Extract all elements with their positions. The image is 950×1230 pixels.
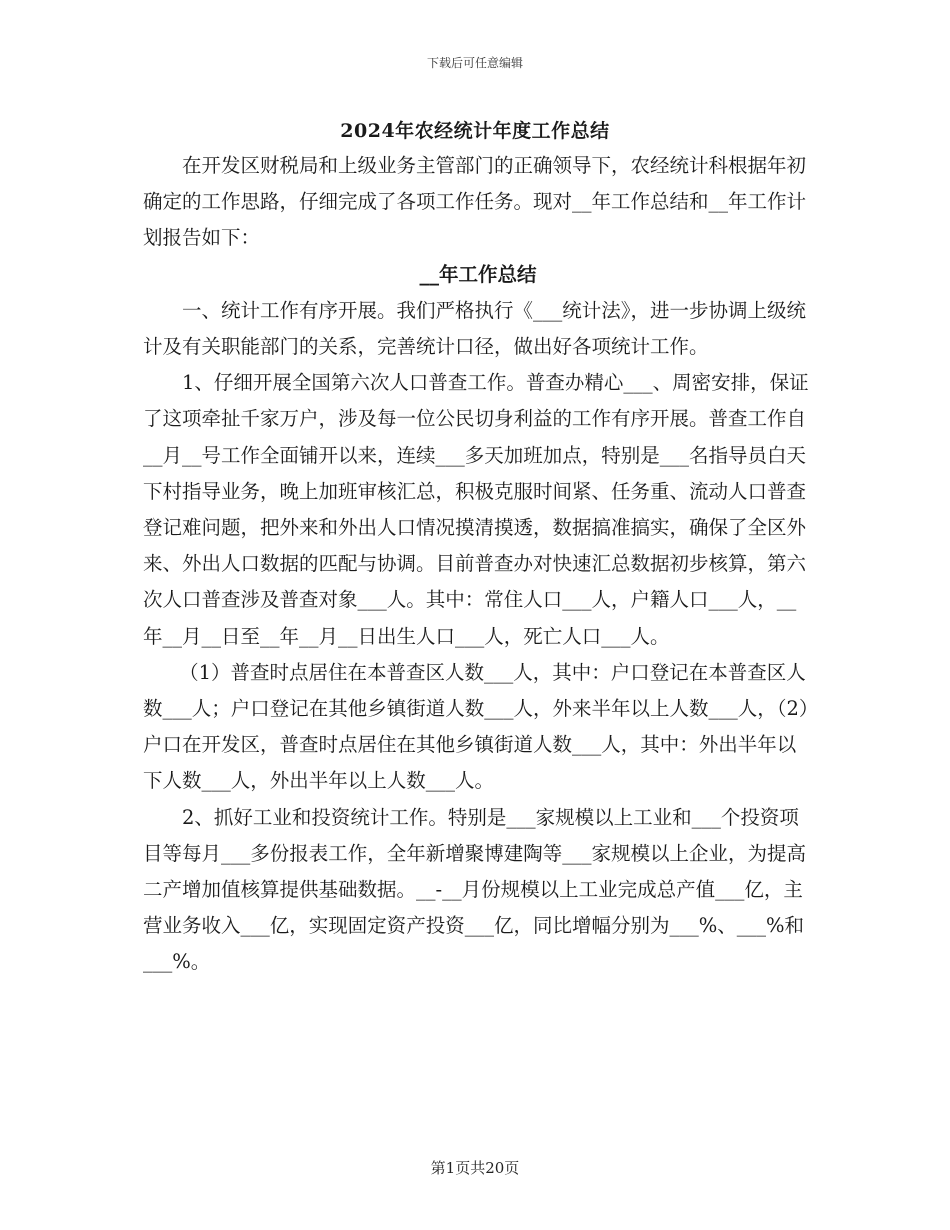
paragraph-industry-investment: 2、抓好工业和投资统计工作。特别是___家规模以上工业和___个投资项目等每月___多份报表工作，全年新增聚博建陶等___家规模以上企业，为提高二产增加值核算提供基础数据。__-__月份规模以上工业完成总产值___亿，主营业务收入___亿，实现固定资产投资___亿，同比增幅分别为___%、___%和___%。 (143, 805, 807, 974)
paragraph-census-details: （1）普查时点居住在本普查区人数___人，其中：户口登记在本普查区人数___人；户口登记在其他乡镇街道人数___人，外来半年以上人数___人，（2）户口在开发区，普查时点居住在其他乡镇街道人数___人，其中：外出半年以下人数___人，外出半年以上人数___人。 (143, 660, 809, 793)
section-heading: __年工作总结 (419, 262, 537, 286)
paragraph-census: 1、仔细开展全国第六次人口普查工作。普查办精心___、周密安排，保证了这项牵扯千家万户，涉及每一位公民切身利益的工作有序开展。普查工作自__月__号工作全面铺开以来，连续___多天加班加点，特别是___名指导员白天下村指导业务，晚上加班审核汇总，积极克服时间紧、任务重、流动人口普查登记难问题，把外来和外出人口情况摸清摸透，数据搞准搞实，确保了全区外来、外出人口数据的匹配与协调。目前普查办对快速汇总数据初步核算，第六次人口普查涉及普查对象___人。其中：常住人口___人，户籍人口___人，__年__月__日至__年__月__日出生人口___人，死亡人口___人。 (143, 371, 809, 648)
paragraph-statistics-work: 一、统计工作有序开展。我们严格执行《___统计法》，进一步协调上级统计及有关职能部门的关系，完善统计口径，做出好各项统计工作。 (143, 298, 807, 359)
header-note: 下载后可任意编辑 (426, 56, 523, 70)
document-title: 2024年农经统计年度工作总结 (340, 120, 610, 142)
document-body (143, 148, 813, 981)
page-number: 第1页共20页 (430, 1159, 520, 1177)
intro-paragraph: 在开发区财税局和上级业务主管部门的正确领导下，农经统计科根据年初确定的工作思路，仔细完成了各项工作任务。现对__年工作总结和__年工作计划报告如下： (143, 154, 807, 250)
